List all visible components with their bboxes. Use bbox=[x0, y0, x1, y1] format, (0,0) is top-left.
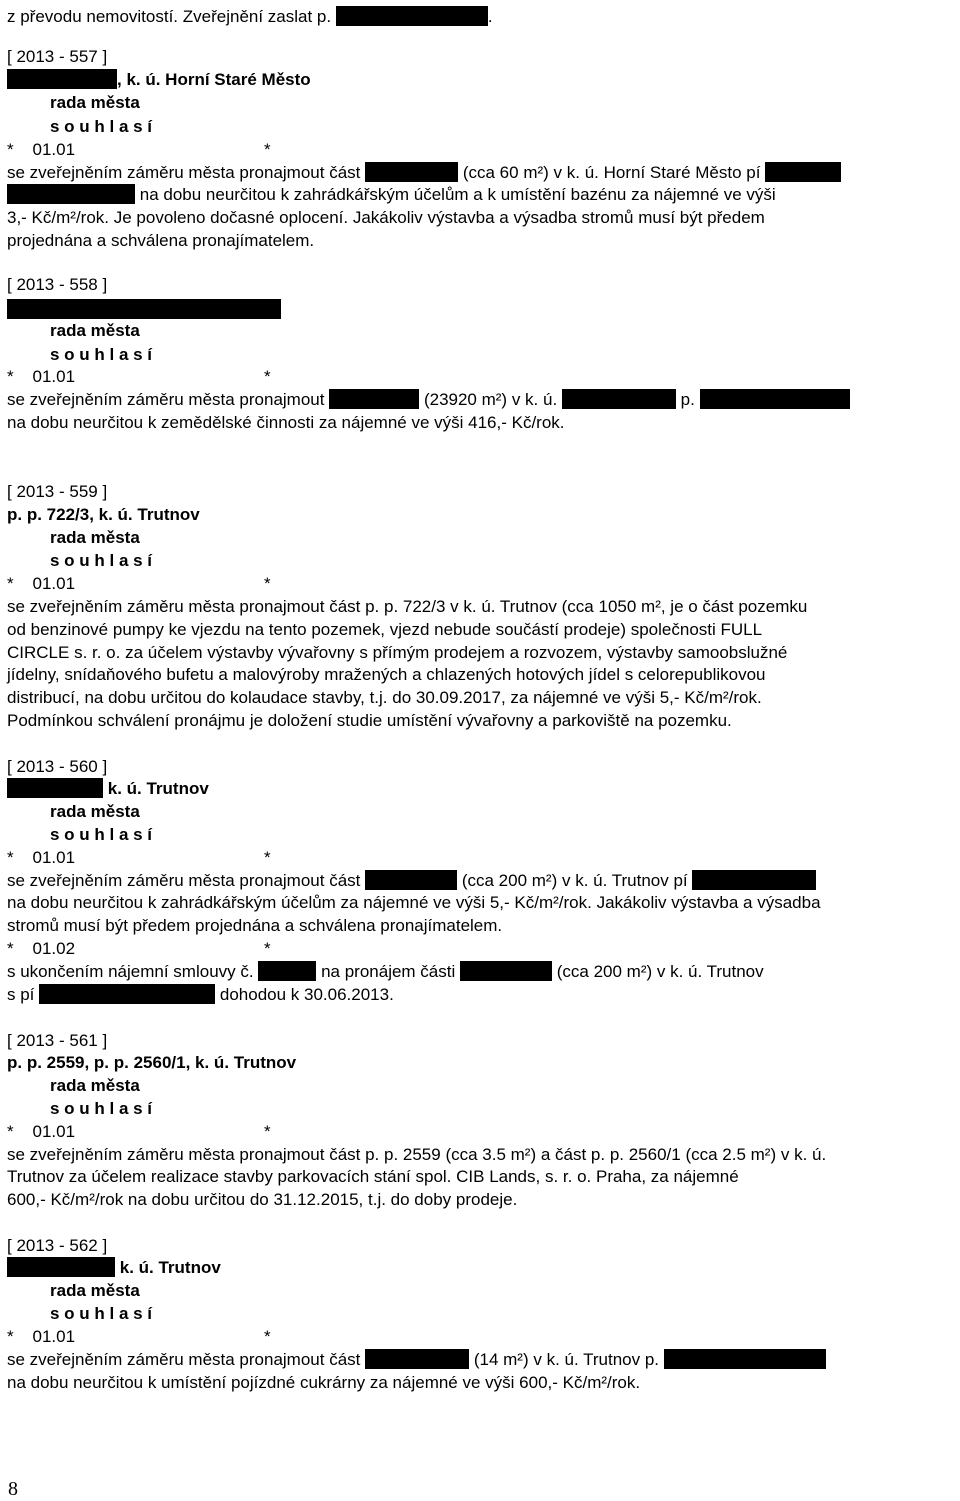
text-line: Podmínkou schválení pronájmu je doložení studie umístění vývařovny a parkoviště na pozemku. bbox=[7, 711, 732, 730]
text-line: 3,- Kč/m²/rok. Je povoleno dočasné oplocení. Jakákoliv výstavba a výsadba stromů musí být předem bbox=[7, 208, 765, 227]
text-line: se zveřejněním záměru města pronajmout část (14 m²) v k. ú. Trutnov p. bbox=[7, 1349, 826, 1371]
text-line: od benzinové pumpy ke vjezdu na tento pozemek, vjezd nebude součástí prodeje) společnosti FULL bbox=[7, 620, 763, 639]
redaction bbox=[365, 1349, 469, 1369]
resolution-subject: , k. ú. Horní Staré Město bbox=[7, 69, 311, 91]
agrees-label: s o u h l a s í bbox=[50, 1099, 153, 1118]
redaction bbox=[460, 961, 552, 981]
text-line: jídelny, snídaňového bufetu a malovýroby mražených a chlazených hotových jídel s celorepublikovou bbox=[7, 665, 766, 684]
redaction bbox=[664, 1349, 826, 1369]
point-number: * 01.01 * bbox=[7, 848, 271, 867]
text-line: se zveřejněním záměru města pronajmout část p. p. 2559 (cca 3.5 m²) a část p. p. 2560/1 (cca 2.5 m²) v k. ú. bbox=[7, 1145, 827, 1164]
text-line: CIRCLE s. r. o. za účelem výstavby vývařovny s přímým prodejem a rozvozem, výstavby samoobslužné bbox=[7, 643, 788, 662]
text-line: s ukončením nájemní smlouvy č. na pronájem části (cca 200 m²) v k. ú. Trutnov bbox=[7, 962, 764, 981]
text-line: distribucí, na dobu určitou do kolaudace stavby, t.j. do 30.09.2017, za nájemné ve výši 5,- Kč/m²/rok. bbox=[7, 688, 762, 707]
resolution-subject: p. p. 2559, p. p. 2560/1, k. ú. Trutnov bbox=[7, 1053, 297, 1072]
redaction bbox=[365, 870, 457, 890]
council-label: rada města bbox=[50, 528, 140, 547]
agrees-label: s o u h l a s í bbox=[50, 117, 153, 136]
council-label: rada města bbox=[50, 1076, 140, 1095]
text-line: se zveřejněním záměru města pronajmout (23920 m²) v k. ú. p. bbox=[7, 389, 850, 411]
text-line: se zveřejněním záměru města pronajmout část (cca 200 m²) v k. ú. Trutnov pí bbox=[7, 870, 816, 892]
redaction bbox=[7, 778, 103, 798]
point-number: * 01.01 * bbox=[7, 367, 271, 386]
redaction bbox=[7, 69, 117, 89]
agrees-label: s o u h l a s í bbox=[50, 551, 153, 570]
resolution-id: [ 2013 - 558 ] bbox=[7, 275, 108, 294]
point-number: * 01.01 * bbox=[7, 1327, 271, 1346]
text-line: 600,- Kč/m²/rok na dobu určitou do 31.12.2015, t.j. do doby prodeje. bbox=[7, 1190, 518, 1209]
agrees-label: s o u h l a s í bbox=[50, 1304, 153, 1323]
agrees-label: s o u h l a s í bbox=[50, 825, 153, 844]
resolution-id: [ 2013 - 562 ] bbox=[7, 1236, 108, 1255]
resolution-id: [ 2013 - 560 ] bbox=[7, 757, 108, 776]
redaction bbox=[692, 870, 816, 890]
text-line: na dobu neurčitou k zahrádkářským účelům za nájemné ve výši 5,- Kč/m²/rok. Jakákoliv výstavba a výsadba bbox=[7, 893, 821, 912]
text-line: projednána a schválena pronajímatelem. bbox=[7, 231, 315, 250]
redaction bbox=[39, 984, 215, 1004]
redaction bbox=[765, 162, 841, 182]
redaction bbox=[562, 389, 676, 409]
council-label: rada města bbox=[50, 93, 140, 112]
redaction bbox=[7, 1257, 115, 1277]
point-number: * 01.01 * bbox=[7, 140, 271, 159]
redaction bbox=[700, 389, 850, 409]
council-label: rada města bbox=[50, 1281, 140, 1300]
text-line: se zveřejněním záměru města pronajmout část (cca 60 m²) v k. ú. Horní Staré Město pí bbox=[7, 162, 841, 184]
text-line: na dobu neurčitou k zemědělské činnosti za nájemné ve výši 416,- Kč/rok. bbox=[7, 413, 565, 432]
point-number: * 01.01 * bbox=[7, 1122, 271, 1141]
page-number: 8 bbox=[8, 1478, 18, 1500]
point-number: * 01.01 * bbox=[7, 574, 271, 593]
text-line: stromů musí být předem projednána a schválena pronajímatelem. bbox=[7, 916, 503, 935]
intro-line: z převodu nemovitostí. Zveřejnění zaslat p. . bbox=[7, 7, 493, 26]
resolution-id: [ 2013 - 557 ] bbox=[7, 47, 108, 66]
council-label: rada města bbox=[50, 321, 140, 340]
point-number: * 01.02 * bbox=[7, 939, 271, 958]
redaction bbox=[336, 6, 488, 26]
text-line: na dobu neurčitou k umístění pojízdné cukrárny za nájemné ve výši 600,- Kč/m²/rok. bbox=[7, 1373, 641, 1392]
text-line: se zveřejněním záměru města pronajmout část p. p. 722/3 v k. ú. Trutnov (cca 1050 m², je o část pozemku bbox=[7, 597, 808, 616]
agrees-label: s o u h l a s í bbox=[50, 345, 153, 364]
redaction bbox=[329, 389, 419, 409]
resolution-id: [ 2013 - 559 ] bbox=[7, 482, 108, 501]
text-line: na dobu neurčitou k zahrádkářským účelům a k umístění bazénu za nájemné ve výši bbox=[7, 184, 776, 206]
text-line: s pí dohodou k 30.06.2013. bbox=[7, 985, 394, 1004]
redaction bbox=[7, 184, 135, 204]
resolution-subject: k. ú. Trutnov bbox=[7, 778, 209, 800]
resolution-subject: p. p. 722/3, k. ú. Trutnov bbox=[7, 505, 200, 524]
redaction bbox=[365, 162, 458, 182]
redaction bbox=[258, 961, 316, 981]
resolution-id: [ 2013 - 561 ] bbox=[7, 1031, 108, 1050]
resolution-subject bbox=[7, 299, 281, 321]
redaction bbox=[7, 299, 281, 319]
resolution-subject: k. ú. Trutnov bbox=[7, 1257, 221, 1279]
council-label: rada města bbox=[50, 802, 140, 821]
text-line: Trutnov za účelem realizace stavby parkovacích stání spol. CIB Lands, s. r. o. Praha, za nájemné bbox=[7, 1167, 739, 1186]
